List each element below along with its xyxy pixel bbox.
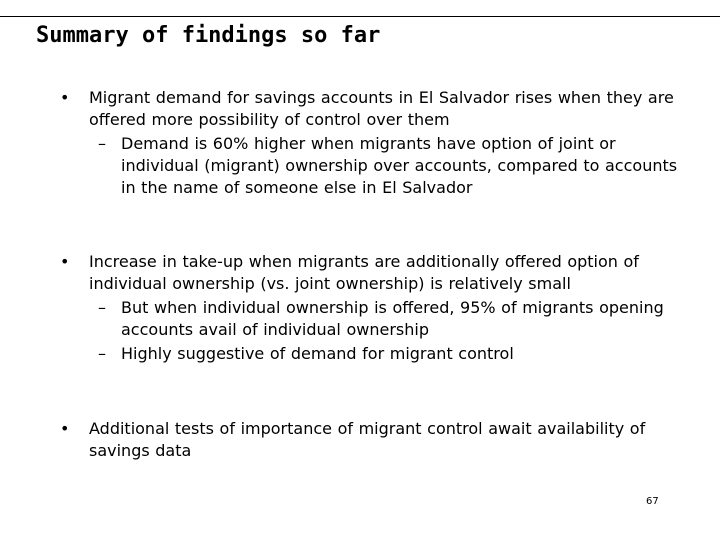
- sub-bullet-item: [0, 133, 720, 199]
- bullet-marker: •: [60, 419, 70, 438]
- bullet-item-2: [0, 251, 720, 365]
- bullet-text: Additional tests of importance of migrant control await availability of savings data: [89, 419, 646, 460]
- bullet-item-3: [0, 418, 720, 462]
- sub-bullet-marker: –: [98, 298, 106, 317]
- bullet-text: Increase in take-up when migrants are additionally offered option of individual ownership (vs. joint ownership) is relatively small: [89, 252, 639, 293]
- sub-bullet-text: Highly suggestive of demand for migrant control: [121, 344, 514, 363]
- sub-bullet-text: But when individual ownership is offered, 95% of migrants opening accounts avail of individual ownership: [121, 298, 664, 339]
- bullet-marker: •: [60, 88, 70, 107]
- bullet-marker: •: [60, 252, 70, 271]
- bullet-item-1: [0, 87, 720, 199]
- bullet-text: Migrant demand for savings accounts in El Salvador rises when they are offered more possibility of control over them: [89, 88, 674, 129]
- sub-bullet-item: [0, 297, 720, 341]
- page-number: 67: [646, 496, 659, 507]
- top-rule: [0, 16, 720, 17]
- sub-bullet-marker: –: [98, 344, 106, 363]
- sub-bullet-text: Demand is 60% higher when migrants have option of joint or individual (migrant) ownership over accounts, compared to accounts in the name of someone else in El Salvador: [121, 134, 678, 197]
- sub-bullet-marker: –: [98, 134, 106, 153]
- slide-title: Summary of findings so far: [36, 23, 381, 48]
- sub-bullet-item: [0, 343, 720, 365]
